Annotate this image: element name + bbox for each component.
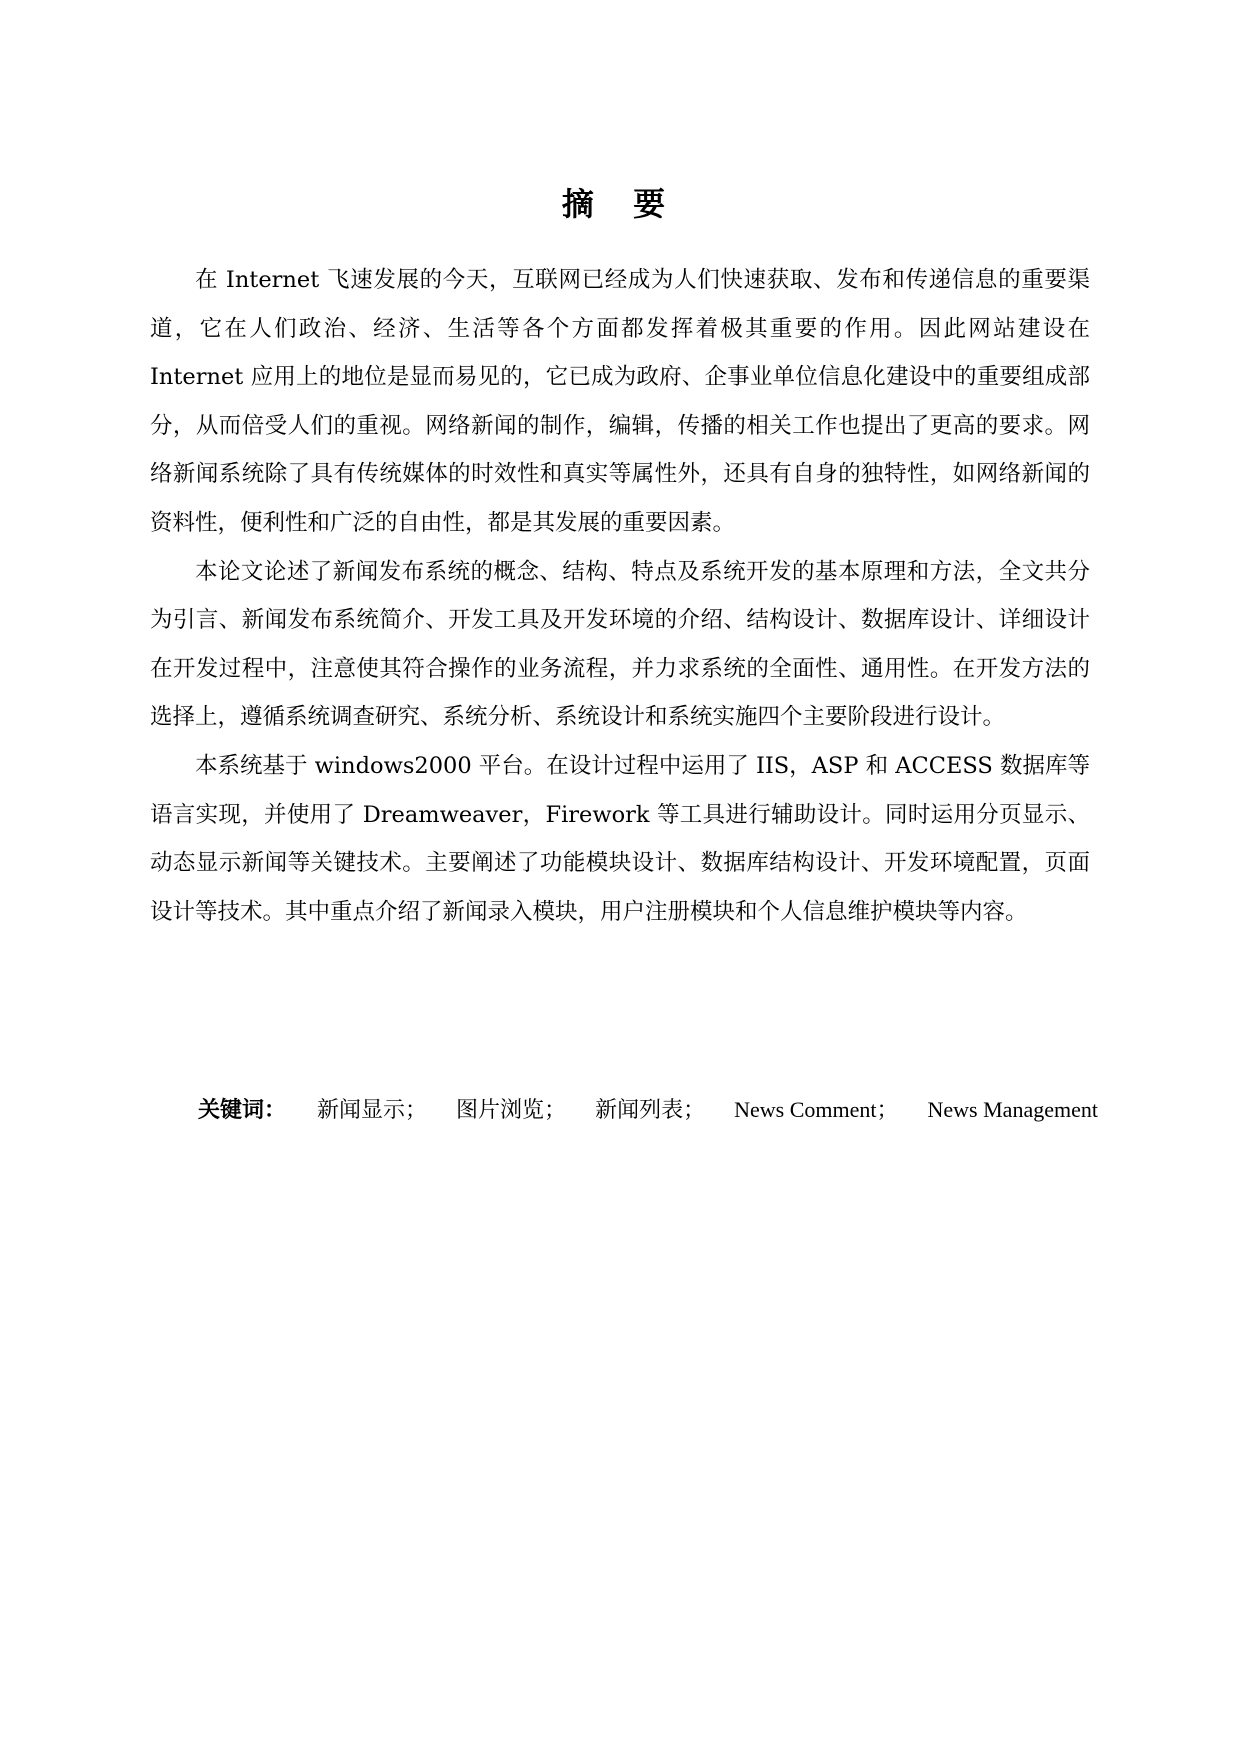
keyword-item: 新闻显示 xyxy=(317,1097,406,1122)
keywords-label: 关键词： xyxy=(198,1098,287,1123)
keyword-item: 新闻列表 xyxy=(595,1097,684,1122)
abstract-paragraph-2: 本论文论述了新闻发布系统的概念、结构、特点及系统开发的基本原理和方法，全文共分为引言、新闻发布系统简介、开发工具及开发环境的介绍、结构设计、数据库设计、详细设计在开发过程中，注意使其符合操作的业务流程，并力求系统的全面性、通用性。在开发方法的选择上，遵循系统调查研究、系统分析、系统设计和系统实施四个主要阶段进行设计。 xyxy=(150,558,1090,731)
keyword-separator: ； xyxy=(405,1098,428,1123)
abstract-paragraph-3: 本系统基于 windows2000 平台。在设计过程中运用了 IIS，ASP 和 ACCESS 数据库等语言实现，并使用了 Dreamweaver，Firework 等工具进行辅助设计。同时运用分页显示、动态显示新闻等关键技术。主要阐述了功能模块设计、数据库结构设计、开发环境配置，页面设计等技术。其中重点介绍了新闻录入模块，用户注册模块和个人信息维护模块等内容。 xyxy=(150,752,1090,925)
keyword-item: News Comment xyxy=(734,1097,877,1122)
keyword-separator: ； xyxy=(876,1098,899,1123)
abstract-paragraph-1: 在 Internet 飞速发展的今天，互联网已经成为人们快速获取、发布和传递信息的重要渠道，它在人们政治、经济、生活等各个方面都发挥着极其重要的作用。因此网站建设在 Internet 应用上的地位是显而易见的，它已成为政府、企事业单位信息化建设中的重要组成部分，从而倍受人们的重视。网络新闻的制作，编辑，传播的相关工作也提出了更高的要求。网络新闻系统除了具有传统媒体的时效性和真实等属性外，还具有自身的独特性，如网络新闻的资料性，便利性和广泛的自由性，都是其发展的重要因素。 xyxy=(150,267,1090,536)
abstract-title: 摘 要 xyxy=(561,185,680,223)
keyword-item: 图片浏览 xyxy=(456,1097,545,1122)
keyword-separator: ； xyxy=(683,1098,706,1123)
keyword-item: News Management xyxy=(927,1097,1098,1122)
keywords-line xyxy=(198,1086,1198,1135)
keyword-separator: ； xyxy=(544,1098,567,1123)
abstract-body xyxy=(150,256,1090,936)
